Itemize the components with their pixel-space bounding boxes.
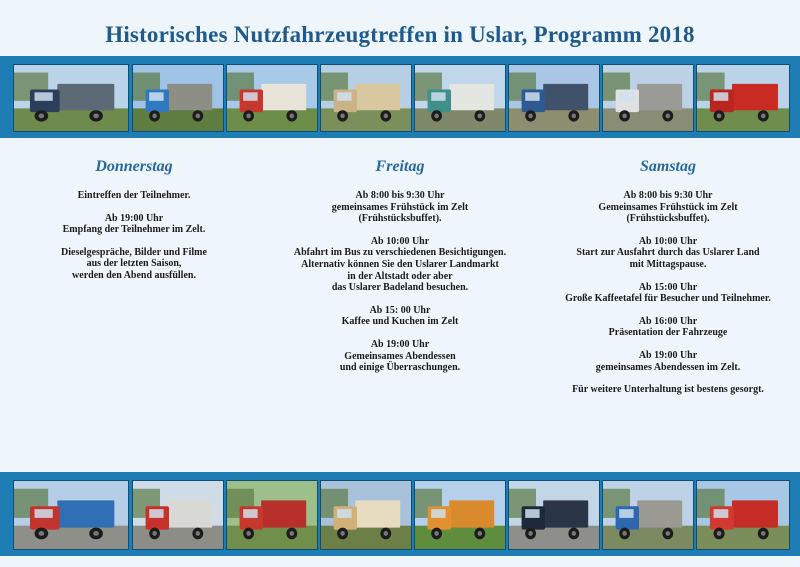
program-line: das Uslarer Badeland besuchen.: [331, 282, 469, 294]
photo-blue-flatbed: [508, 64, 600, 132]
day-heading: Donnerstag: [95, 158, 173, 175]
photo-dark-front-truck: [508, 480, 600, 550]
photo-red-crane-truck: [132, 480, 224, 550]
program-line: Ab 19:00 Uhr: [638, 349, 698, 361]
program-line: Gemeinsames Frühstück im Zelt: [598, 201, 738, 213]
photo-tipper-truck: [602, 64, 694, 132]
program-item: [4, 247, 264, 282]
photo-red-cab-truck: [696, 480, 790, 550]
day-heading: Freitag: [375, 158, 425, 175]
program-item: [538, 282, 798, 305]
program-item: [270, 305, 530, 328]
program-line: Abfahrt im Bus zu verschiedenen Besichtigungen.: [293, 247, 507, 259]
photo-blue-truck: [132, 64, 224, 132]
photo-green-box-truck: [414, 64, 506, 132]
program-item: [270, 190, 530, 225]
program-line: gemeinsames Frühstück im Zelt: [331, 201, 469, 213]
day-heading: Samstag: [639, 158, 696, 175]
program-line: Ab 8:00 bis 9:30 Uhr: [355, 190, 445, 201]
program-item: [538, 350, 798, 373]
program-line: Dieselgespräche, Bilder und Filme: [61, 246, 207, 258]
column-samstag: [538, 158, 798, 407]
photo-red-tanker: [696, 64, 790, 132]
program-line: mit Mittagspause.: [629, 258, 707, 270]
photo-blue-cab-truck: [602, 480, 694, 550]
program-line: (Frühstücksbuffet).: [358, 213, 442, 225]
program-line: und einige Überraschungen.: [339, 362, 461, 374]
program-line: Ab 15: 00 Uhr: [369, 304, 431, 316]
program-line: Start zur Ausfahrt durch das Uslarer Land: [576, 247, 760, 259]
program-line: Empfang der Teilnehmer im Zelt.: [62, 224, 206, 236]
program-line: (Frühstücksbuffet).: [626, 213, 710, 225]
program-line: Alternativ können Sie den Uslarer Landmarkt: [301, 258, 499, 270]
program-item: [538, 316, 798, 339]
program-item: [538, 384, 798, 396]
program-line: werden den Abend ausfüllen.: [72, 269, 196, 281]
photo-red-fire-truck: [226, 480, 318, 550]
program-item: [538, 236, 798, 271]
program-item: [538, 190, 798, 225]
program-line: Gemeinsames Abendessen: [344, 350, 456, 362]
program-item: [270, 339, 530, 374]
program-line: Ab 10:00 Uhr: [638, 235, 698, 247]
program-line: Kaffee und Kuchen im Zelt: [341, 316, 459, 328]
photo-beige-box-truck: [320, 64, 412, 132]
program-line: Ab 19:00 Uhr: [104, 212, 164, 224]
photo-white-camper-truck: [226, 64, 318, 132]
photo-dump-trucks: [13, 64, 129, 132]
program-line: Ab 10:00 Uhr: [370, 235, 430, 247]
program-line: Präsentation der Fahrzeuge: [608, 327, 728, 339]
page-title: Historisches Nutzfahrzeugtreffen in Uslar, Programm 2018: [105, 22, 695, 47]
program-line: aus der letzten Saison,: [86, 258, 182, 270]
photo-orange-truck: [414, 480, 506, 550]
program-line: Ab 8:00 bis 9:30 Uhr: [623, 190, 713, 201]
program-line: Große Kaffeetafel für Besucher und Teilnehmer.: [565, 293, 771, 305]
program-line: Ab 16:00 Uhr: [638, 315, 698, 327]
program-item: [4, 213, 264, 236]
program-line: in der Altstadt oder aber: [347, 270, 453, 282]
program-line: gemeinsames Abendessen im Zelt.: [595, 361, 741, 373]
column-freitag: [270, 158, 530, 385]
program-line: Ab 15:00 Uhr: [638, 281, 698, 293]
program-line: Ab 19:00 Uhr: [370, 338, 430, 350]
bottom-margin: [0, 556, 800, 567]
bottom-photo-strip: [0, 472, 800, 556]
top-photo-strip: [0, 56, 800, 138]
program-item: [4, 190, 264, 202]
program-line: Für weitere Unterhaltung ist bestens gesorgt.: [572, 384, 764, 396]
program-line: Eintreffen der Teilnehmer.: [77, 190, 191, 201]
column-donnerstag: [4, 158, 264, 293]
photo-cream-box-truck: [320, 480, 412, 550]
photo-blue-red-bus-truck: [13, 480, 129, 550]
program-item: [270, 236, 530, 294]
